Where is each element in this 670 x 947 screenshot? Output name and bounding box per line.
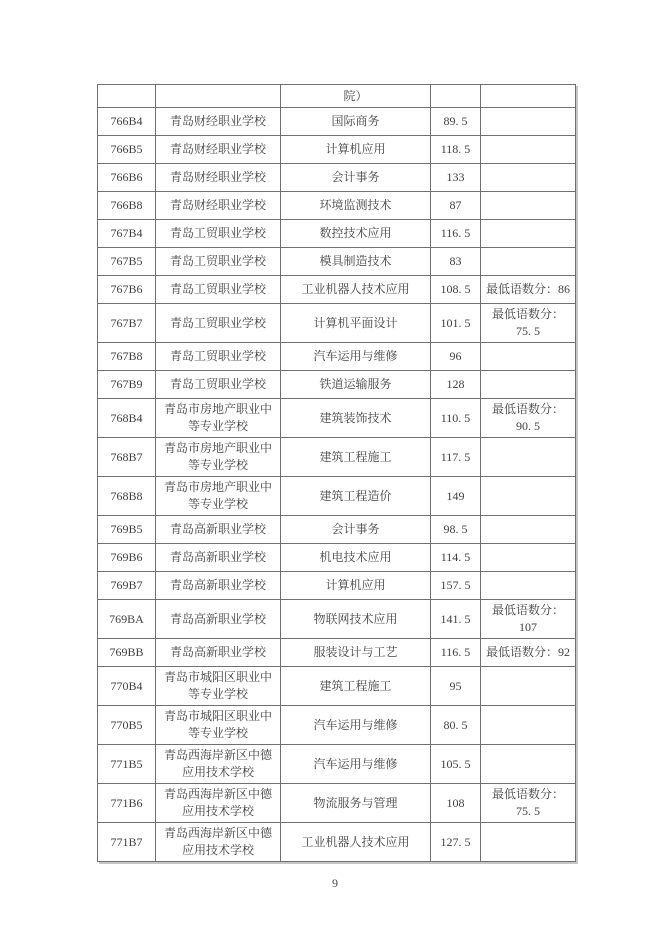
cell-school: 青岛财经职业学校 — [156, 164, 281, 192]
cell-remark — [481, 276, 576, 304]
cell-remark — [481, 136, 576, 164]
table-row — [98, 108, 576, 136]
cell-score: 98. 5 — [431, 516, 481, 544]
cell-code: 770B5 — [98, 706, 156, 745]
table-row — [98, 304, 576, 343]
cell-major: 计算机平面设计 — [281, 304, 431, 343]
cell-score: 117. 5 — [431, 438, 481, 477]
cell-score: 105. 5 — [431, 745, 481, 784]
cell-remark — [481, 192, 576, 220]
cell-score: 116. 5 — [431, 220, 481, 248]
cell-school: 青岛工贸职业学校 — [156, 220, 281, 248]
cell-major: 院） — [281, 85, 431, 108]
cell-score: 149 — [431, 477, 481, 516]
cell-score: 80. 5 — [431, 706, 481, 745]
cell-school: 青岛工贸职业学校 — [156, 248, 281, 276]
table-row — [98, 192, 576, 220]
cell-school: 青岛高新职业学校 — [156, 544, 281, 572]
cell-score: 118. 5 — [431, 136, 481, 164]
table-row — [98, 399, 576, 438]
cell-school: 青岛高新职业学校 — [156, 600, 281, 639]
cell-score: 128 — [431, 371, 481, 399]
table-header-continued-row — [98, 85, 576, 108]
cell-major: 工业机器人技术应用 — [281, 823, 431, 862]
cell-major: 物联网技术应用 — [281, 600, 431, 639]
cell-code: 767B9 — [98, 371, 156, 399]
cell-code: 766B4 — [98, 108, 156, 136]
cell-remark — [481, 745, 576, 784]
admission-scores-table — [97, 84, 576, 862]
cell-school: 青岛西海岸新区中德应用技术学校 — [156, 745, 281, 784]
cell-code: 769B7 — [98, 572, 156, 600]
cell-remark — [481, 477, 576, 516]
cell-major: 建筑工程施工 — [281, 667, 431, 706]
table-row — [98, 248, 576, 276]
cell-score — [431, 85, 481, 108]
cell-school: 青岛市房地产职业中等专业学校 — [156, 399, 281, 438]
cell-score: 95 — [431, 667, 481, 706]
cell-school: 青岛工贸职业学校 — [156, 343, 281, 371]
cell-remark — [481, 706, 576, 745]
cell-remark — [481, 784, 576, 823]
cell-code: 769B5 — [98, 516, 156, 544]
cell-score: 114. 5 — [431, 544, 481, 572]
cell-major: 国际商务 — [281, 108, 431, 136]
remark-label: 最低语数分： — [491, 603, 564, 617]
cell-code: 768B4 — [98, 399, 156, 438]
cell-major: 服装设计与工艺 — [281, 639, 431, 667]
cell-code: 767B7 — [98, 304, 156, 343]
table-row — [98, 572, 576, 600]
cell-remark — [481, 220, 576, 248]
cell-score: 101. 5 — [431, 304, 481, 343]
cell-remark — [481, 108, 576, 136]
cell-school: 青岛市房地产职业中等专业学校 — [156, 438, 281, 477]
cell-remark — [481, 85, 576, 108]
cell-code: 769B6 — [98, 544, 156, 572]
cell-school: 青岛西海岸新区中德应用技术学校 — [156, 784, 281, 823]
cell-remark — [481, 304, 576, 343]
cell-remark — [481, 823, 576, 862]
cell-major: 铁道运输服务 — [281, 371, 431, 399]
cell-school: 青岛市城阳区职业中等专业学校 — [156, 667, 281, 706]
table-row — [98, 639, 576, 667]
cell-score: 141. 5 — [431, 600, 481, 639]
table-row — [98, 745, 576, 784]
cell-major: 会计事务 — [281, 516, 431, 544]
cell-remark — [481, 600, 576, 639]
cell-remark — [481, 343, 576, 371]
cell-code — [98, 85, 156, 108]
cell-code: 768B7 — [98, 438, 156, 477]
table-row — [98, 371, 576, 399]
cell-major: 数控技术应用 — [281, 220, 431, 248]
cell-major: 建筑装饰技术 — [281, 399, 431, 438]
remark-label: 最低语数分： — [491, 402, 564, 416]
cell-score: 89. 5 — [431, 108, 481, 136]
cell-code: 766B5 — [98, 136, 156, 164]
remark-value: 90. 5 — [516, 419, 540, 433]
remark-value: 107 — [519, 620, 537, 634]
cell-school: 青岛财经职业学校 — [156, 192, 281, 220]
table-row — [98, 784, 576, 823]
cell-remark — [481, 572, 576, 600]
cell-major: 计算机应用 — [281, 572, 431, 600]
cell-score: 108. 5 — [431, 276, 481, 304]
table-row — [98, 667, 576, 706]
cell-score: 157. 5 — [431, 572, 481, 600]
cell-school: 青岛西海岸新区中德应用技术学校 — [156, 823, 281, 862]
cell-code: 767B4 — [98, 220, 156, 248]
cell-major: 会计事务 — [281, 164, 431, 192]
remark-label: 最低语数分： — [485, 645, 558, 659]
cell-major: 环境监测技术 — [281, 192, 431, 220]
cell-code: 771B6 — [98, 784, 156, 823]
table-row — [98, 544, 576, 572]
cell-score: 87 — [431, 192, 481, 220]
table-row — [98, 477, 576, 516]
cell-school: 青岛工贸职业学校 — [156, 371, 281, 399]
table-row — [98, 600, 576, 639]
cell-code: 771B7 — [98, 823, 156, 862]
table-row — [98, 276, 576, 304]
cell-major: 机电技术应用 — [281, 544, 431, 572]
cell-school — [156, 85, 281, 108]
cell-code: 766B6 — [98, 164, 156, 192]
cell-remark — [481, 371, 576, 399]
table-row — [98, 438, 576, 477]
cell-score: 110. 5 — [431, 399, 481, 438]
table-row — [98, 343, 576, 371]
table-row — [98, 516, 576, 544]
cell-code: 767B6 — [98, 276, 156, 304]
cell-code: 767B8 — [98, 343, 156, 371]
cell-school: 青岛工贸职业学校 — [156, 304, 281, 343]
cell-code: 767B5 — [98, 248, 156, 276]
cell-remark — [481, 667, 576, 706]
cell-code: 766B8 — [98, 192, 156, 220]
cell-remark — [481, 399, 576, 438]
cell-major: 汽车运用与维修 — [281, 706, 431, 745]
cell-code: 769BB — [98, 639, 156, 667]
remark-value: 92 — [558, 645, 570, 659]
cell-major: 汽车运用与维修 — [281, 343, 431, 371]
table-row — [98, 136, 576, 164]
cell-score: 116. 5 — [431, 639, 481, 667]
remark-label: 最低语数分： — [485, 282, 558, 296]
cell-remark — [481, 248, 576, 276]
cell-school: 青岛财经职业学校 — [156, 136, 281, 164]
cell-major: 模具制造技术 — [281, 248, 431, 276]
cell-school: 青岛市房地产职业中等专业学校 — [156, 477, 281, 516]
remark-value: 75. 5 — [516, 324, 540, 338]
remark-value: 86 — [558, 282, 570, 296]
cell-remark — [481, 438, 576, 477]
cell-major: 物流服务与管理 — [281, 784, 431, 823]
cell-school: 青岛财经职业学校 — [156, 108, 281, 136]
cell-major: 工业机器人技术应用 — [281, 276, 431, 304]
cell-code: 769BA — [98, 600, 156, 639]
cell-score: 96 — [431, 343, 481, 371]
cell-score: 127. 5 — [431, 823, 481, 862]
cell-code: 768B8 — [98, 477, 156, 516]
cell-major: 建筑工程造价 — [281, 477, 431, 516]
cell-school: 青岛高新职业学校 — [156, 516, 281, 544]
table-row — [98, 164, 576, 192]
cell-score: 133 — [431, 164, 481, 192]
cell-score: 83 — [431, 248, 481, 276]
cell-major: 计算机应用 — [281, 136, 431, 164]
table-row — [98, 823, 576, 862]
cell-remark — [481, 544, 576, 572]
cell-code: 770B4 — [98, 667, 156, 706]
cell-major: 汽车运用与维修 — [281, 745, 431, 784]
cell-score: 108 — [431, 784, 481, 823]
cell-school: 青岛市城阳区职业中等专业学校 — [156, 706, 281, 745]
cell-major: 建筑工程施工 — [281, 438, 431, 477]
remark-label: 最低语数分： — [491, 307, 564, 321]
cell-remark — [481, 639, 576, 667]
remark-label: 最低语数分： — [491, 787, 564, 801]
cell-school: 青岛工贸职业学校 — [156, 276, 281, 304]
cell-remark — [481, 164, 576, 192]
cell-code: 771B5 — [98, 745, 156, 784]
remark-value: 75. 5 — [516, 804, 540, 818]
cell-school: 青岛高新职业学校 — [156, 639, 281, 667]
cell-remark — [481, 516, 576, 544]
page-number: 9 — [332, 876, 338, 890]
table-row — [98, 220, 576, 248]
table-row — [98, 706, 576, 745]
cell-school: 青岛高新职业学校 — [156, 572, 281, 600]
